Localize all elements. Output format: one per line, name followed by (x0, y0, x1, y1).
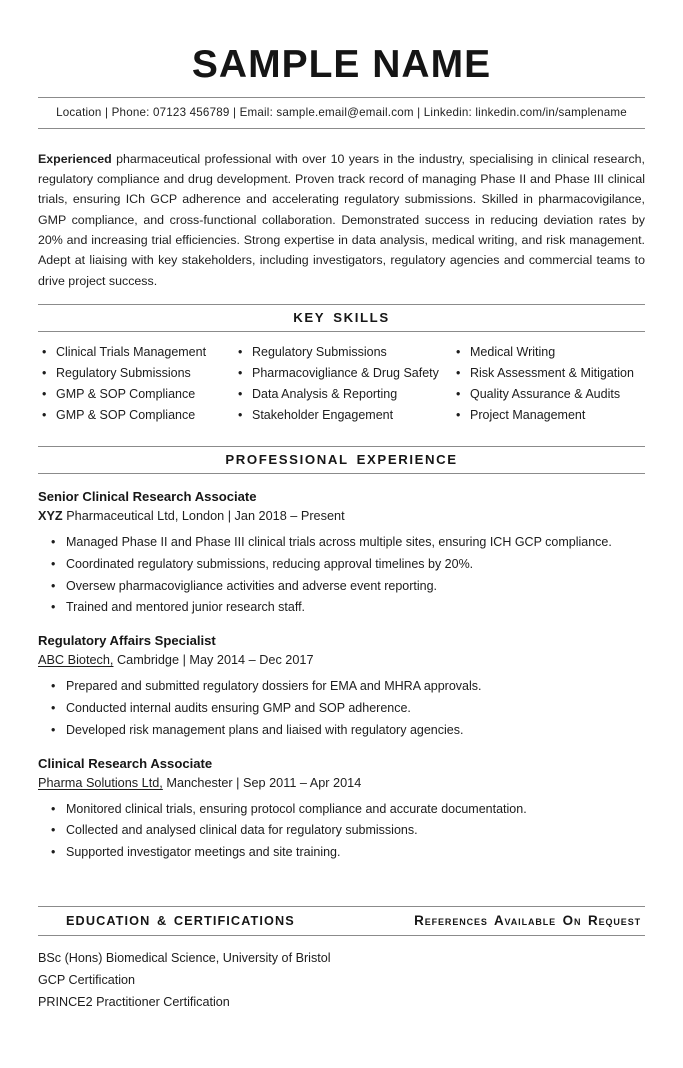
skill-item: • GMP & SOP Compliance (42, 384, 234, 405)
job-bullet: • Coordinated regulatory submissions, reducing approval timelines by 20%. (38, 554, 645, 576)
summary-paragraph (38, 149, 645, 291)
education-item: PRINCE2 Practitioner Certification (38, 994, 230, 1009)
education-list (38, 947, 645, 1013)
company-name: Pharma Solutions Ltd, (38, 775, 163, 790)
education-item: GCP Certification (38, 972, 136, 987)
job-bullet: • Oversew pharmacovigliance activities and adverse event reporting. (38, 576, 645, 598)
skill-item: • Stakeholder Engagement (238, 405, 452, 426)
skill-item: • Data Analysis & Reporting (238, 384, 452, 405)
education-certifications-title: EDUCATION & CERTIFICATIONS (66, 913, 295, 928)
job-bullet-list (38, 799, 645, 864)
job-bullet-list (38, 676, 645, 741)
contact-line: Location | Phone: 07123 456789 | Email: sample.email@email.com | Linkedin: linkedin.com/in/samplename (56, 105, 627, 119)
skills-column-3 (452, 342, 645, 426)
resume-page (0, 44, 683, 1013)
company-location-dates: Cambridge | May 2014 – Dec 2017 (113, 653, 314, 668)
job-bullet: • Trained and mentored junior research staff. (38, 597, 645, 619)
job-bullet: • Monitored clinical trials, ensuring protocol compliance and accurate documentation. (38, 799, 645, 821)
section-header-key-skills (38, 304, 645, 332)
job-title: Senior Clinical Research Associate (38, 488, 257, 504)
skill-item: • GMP & SOP Compliance (42, 405, 234, 426)
job-entry (38, 633, 645, 741)
key-skills-grid (38, 332, 645, 434)
skill-item: • Project Management (456, 405, 645, 426)
job-company-line (38, 776, 645, 790)
summary-text: pharmaceutical professional with over 10 years in the industry, specialising in clinical research, regulatory compliance and drug development. Proven track record of managing Phase II and Phase III clinical trials, ensuring ICh GCP adherence and accelerating regulatory submissions. Skilled in pharmacovigilance, GMP compliance, and cross-functional collaboration. Demonstrated success in reducing deviation rates by 20% and increasing trial efficiencies. Strong expertise in data analysis, medical writing, and risk management. Adept at liaising with key stakeholders, including investigators, regulatory agencies and commercial teams to drive project success. (38, 151, 645, 288)
page-title: SAMPLE NAME (191, 43, 492, 86)
job-bullet: • Managed Phase II and Phase III clinical trials across multiple sites, ensuring ICH GCP compliance. (38, 532, 645, 554)
company-location-dates: Manchester | Sep 2011 – Apr 2014 (162, 775, 362, 790)
job-title: Clinical Research Associate (38, 755, 213, 771)
job-bullet: • Prepared and submitted regulatory dossiers for EMA and MHRA approvals. (38, 676, 645, 698)
job-company-line (38, 653, 645, 667)
skill-item: • Quality Assurance & Audits (456, 384, 645, 405)
skills-column-2 (234, 342, 452, 426)
references-title: References Available On Request (414, 912, 641, 928)
job-bullet-list (38, 532, 645, 619)
summary-lead-word: Experienced (38, 151, 112, 166)
job-company-line (38, 509, 645, 523)
job-bullet: • Conducted internal audits ensuring GMP and SOP adherence. (38, 698, 645, 720)
key-skills-title: KEY SKILLS (293, 309, 390, 325)
skill-item: • Clinical Trials Management (42, 342, 234, 363)
education-item: BSc (Hons) Biomedical Science, University of Bristol (38, 950, 331, 965)
company-location-dates: Pharmaceutical Ltd, London | Jan 2018 – Present (62, 508, 345, 523)
job-bullet: • Supported investigator meetings and site training. (38, 842, 645, 864)
company-name: ABC Biotech, (38, 653, 114, 668)
section-header-professional-experience (38, 446, 645, 474)
skills-column-1 (38, 342, 234, 426)
skill-item: • Regulatory Submissions (238, 342, 452, 363)
job-bullet: • Collected and analysed clinical data for regulatory submissions. (38, 820, 645, 842)
skill-item: • Medical Writing (456, 342, 645, 363)
company-name: XYZ (38, 508, 63, 523)
job-title: Regulatory Affairs Specialist (38, 633, 216, 649)
job-entry (38, 489, 645, 619)
job-bullet: • Developed risk management plans and liaised with regulatory agencies. (38, 720, 645, 742)
professional-experience-title: PROFESSIONAL EXPERIENCE (225, 451, 458, 467)
skill-item: • Risk Assessment & Mitigation (456, 363, 645, 384)
skill-item: • Pharmacovigliance & Drug Safety (238, 363, 452, 384)
section-header-education-references (38, 906, 645, 936)
skill-item: • Regulatory Submissions (42, 363, 234, 384)
divider (38, 128, 645, 129)
job-entry (38, 756, 645, 864)
